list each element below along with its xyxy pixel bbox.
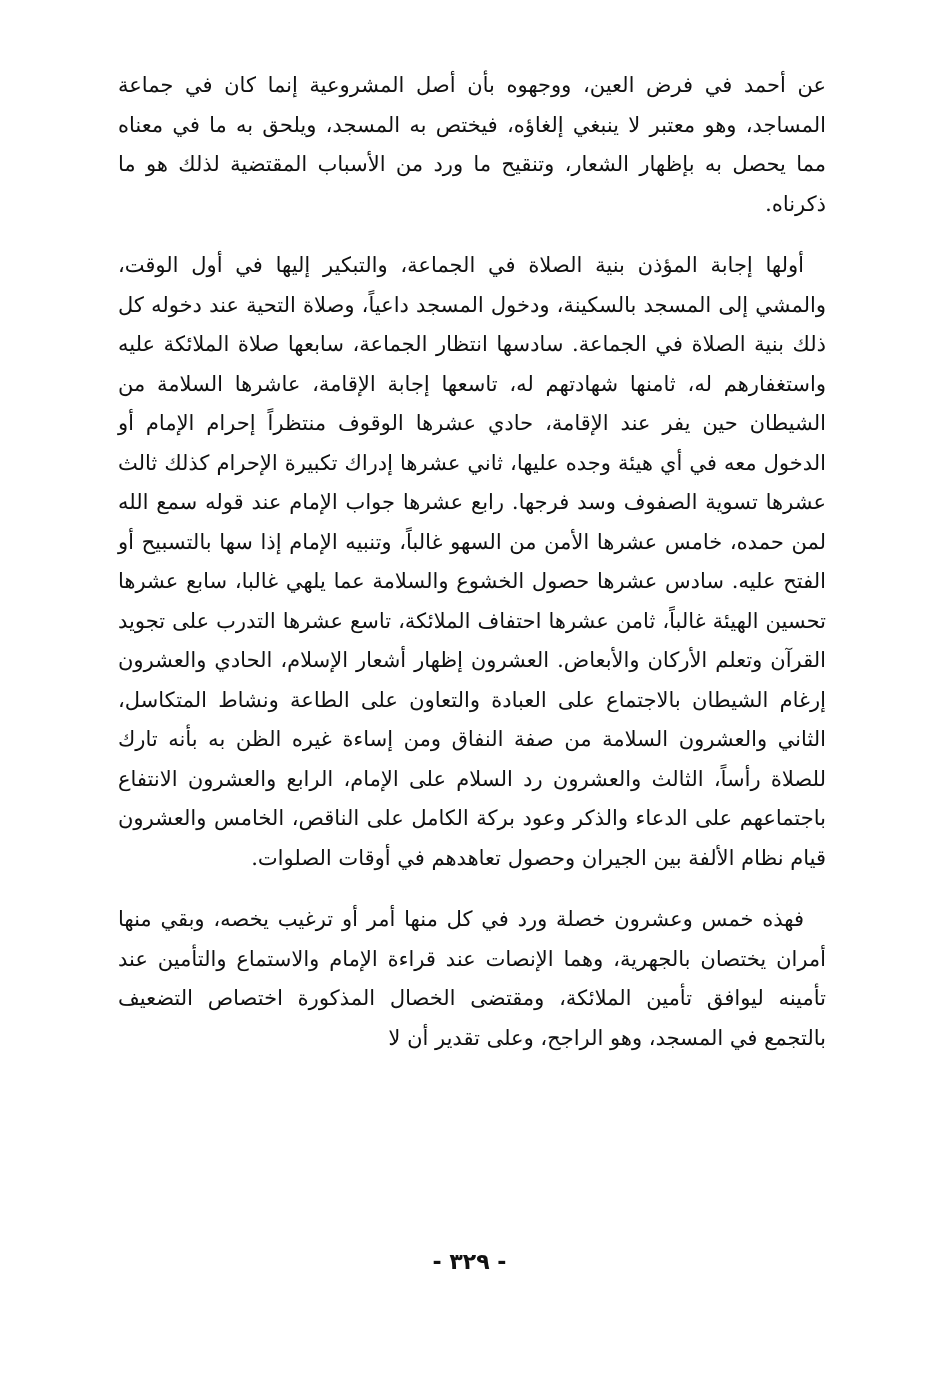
paragraph-3: فهذه خمس وعشرون خصلة ورد في كل منها أمر أو ترغيب يخصه، وبقي منها أمران يختصان بالجهرية، وهما الإنصات عند قراءة الإمام والاستماع والتأمين عند تأمينه ليوافق تأمين الملائكة، ومقتضى الخصال المذكورة اختصاص التضعيف بالتجمع في المسجد، وهو الراجح، وعلى تقدير أن لا	[118, 907, 826, 1050]
page-number: - ٣٢٩ -	[432, 1250, 507, 1275]
body-text	[118, 66, 826, 1058]
paragraph-1: عن أحمد في فرض العين، ووجهوه بأن أصل المشروعية إنما كان في جماعة المساجد، وهو معتبر لا ينبغي إلغاؤه، فيختص به المسجد، ويلحق به ما في معناه مما يحصل به بإظهار الشعار، وتنقيح ما ورد من الأسباب المقتضية لذلك هو ما ذكرناه.	[118, 73, 826, 216]
paragraph-2: أولها إجابة المؤذن بنية الصلاة في الجماعة، والتبكير إليها في أول الوقت، والمشي إلى المسجد بالسكينة، ودخول المسجد داعياً، وصلاة التحية عند دخوله كل ذلك بنية الصلاة في الجماعة. سادسها انتظار الجماعة، سابعها صلاة الملائكة عليه واستغفارهم له، ثامنها شهادتهم له، تاسعها إجابة الإقامة، عاشرها السلامة من الشيطان حين يفر عند الإقامة، حادي عشرها الوقوف منتظراً إحرام الإمام أو الدخول معه في أي هيئة وجده عليها، ثاني عشرها إدراك تكبيرة الإحرام كذلك ثالث عشرها تسوية الصفوف وسد فرجها. رابع عشرها جواب الإمام عند قوله سمع الله لمن حمده، خامس عشرها الأمن من السهو غالباً، وتنبيه الإمام إذا سها بالتسبيح أو الفتح عليه. سادس عشرها حصول الخشوع والسلامة عما يلهي غالبا، سابع عشرها تحسين الهيئة غالباً، ثامن عشرها احتفاف الملائكة، تاسع عشرها التدرب على تجويد القرآن وتعلم الأركان والأبعاض. العشرون إظهار أشعار الإسلام، الحادي والعشرون إرغام الشيطان بالاجتماع على العبادة والتعاون على الطاعة ونشاط المتكاسل، الثاني والعشرون السلامة من صفة النفاق ومن إساءة غيره الظن به بأنه تارك للصلاة رأساً، الثالث والعشرون رد السلام على الإمام، الرابع والعشرون الانتفاع باجتماعهم على الدعاء والذكر وعود بركة الكامل على الناقص، الخامس والعشرون قيام نظام الألفة بين الجيران وحصول تعاهدهم في أوقات الصلوات.	[118, 253, 826, 870]
